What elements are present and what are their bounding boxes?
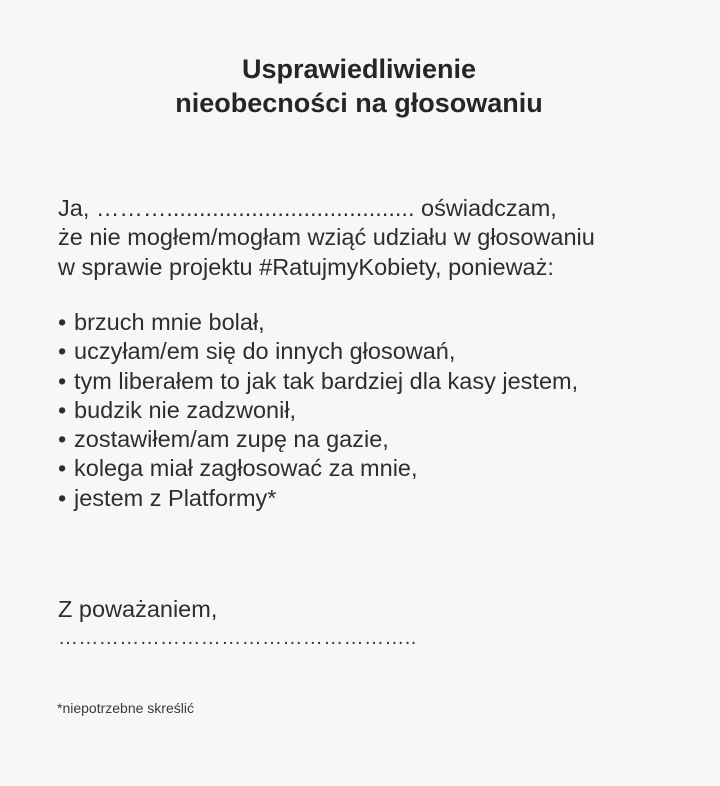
reason-text: zostawiłem/am zupę na gazie, <box>74 426 389 453</box>
list-item <box>58 425 578 454</box>
signature-line: …………………………………………….. <box>58 627 417 649</box>
title-line-1: Usprawiedliwienie <box>241 54 477 84</box>
statement-line-1: Ja, ………...................................... oświadczam, <box>58 195 557 221</box>
title-line-2: nieobecności na głosowaniu <box>175 88 543 118</box>
list-item <box>58 308 578 337</box>
statement-line-3: w sprawie projektu #RatujmyKobiety, ponieważ: <box>58 253 554 280</box>
bullet-icon: • <box>58 338 67 365</box>
statement-line-2: że nie mogłem/mogłam wziąć udziału w głosowaniu <box>58 224 595 251</box>
reason-text: jestem z Platformy* <box>74 484 277 511</box>
list-item <box>58 484 578 513</box>
reason-text: brzuch mnie bolał, <box>74 309 265 335</box>
list-item <box>58 367 578 396</box>
bullet-icon: • <box>58 484 67 511</box>
list-item <box>58 396 578 425</box>
bullet-icon: • <box>58 396 67 423</box>
bullet-icon: • <box>58 309 67 335</box>
closing-salutation: Z poważaniem, <box>58 596 218 622</box>
reasons-list <box>58 308 578 513</box>
bullet-icon: • <box>58 455 67 482</box>
reason-text: uczyłam/em się do innych głosowań, <box>74 338 456 365</box>
reason-text: kolega miał zagłosować za mnie, <box>74 455 418 482</box>
statement-paragraph <box>58 194 595 282</box>
footnote: *niepotrzebne skreślić <box>57 700 194 716</box>
bullet-icon: • <box>58 367 67 394</box>
bullet-icon: • <box>58 426 67 453</box>
document-title <box>0 52 718 120</box>
list-item <box>58 454 578 483</box>
list-item <box>58 337 578 366</box>
reason-text: budzik nie zadzwonił, <box>74 396 297 423</box>
reason-text: tym liberałem to jak tak bardziej dla kasy jestem, <box>74 367 579 394</box>
